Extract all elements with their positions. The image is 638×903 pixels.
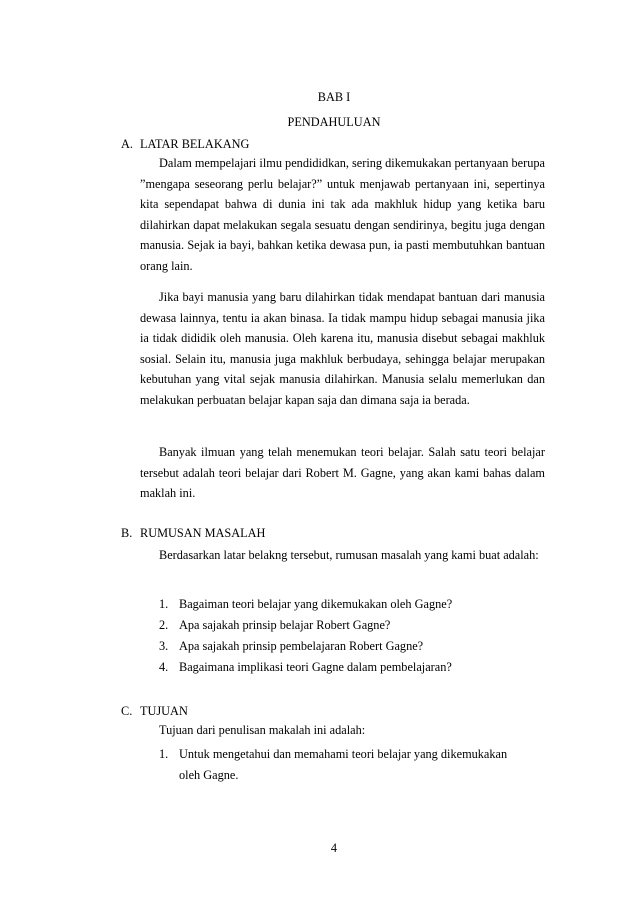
paragraph-text: Banyak ilmuan yang telah menemukan teori belajar. Salah satu teori belajar tersebut adalah teori belajar dari Robert M. Gagne, yang akan kami bahas dalam maklah ini. bbox=[140, 445, 545, 501]
section-letter: C. bbox=[121, 704, 133, 718]
list-item bbox=[159, 594, 549, 615]
list-item bbox=[159, 615, 549, 636]
list-item bbox=[159, 744, 549, 765]
chapter-title: PENDAHULUAN bbox=[287, 115, 381, 129]
list-text: Bagaiman teori belajar yang dikemukakan oleh Gagne? bbox=[179, 597, 453, 611]
chapter-label: BAB I bbox=[317, 90, 351, 104]
list-number: 4. bbox=[159, 660, 169, 674]
section-heading-tujuan bbox=[121, 704, 188, 719]
page-number: 4 bbox=[330, 841, 338, 855]
list-item-continuation: oleh Gagne. bbox=[179, 768, 239, 782]
section-letter: A. bbox=[121, 137, 133, 151]
section-title: TUJUAN bbox=[140, 704, 188, 718]
paragraph-latar-1 bbox=[140, 153, 545, 277]
section-heading-latar-belakang bbox=[121, 137, 249, 152]
paragraph-text: Jika bayi manusia yang baru dilahirkan tidak mendapat bantuan dari manusia dewasa lainnya, tentu ia akan binasa. Ia tidak mampu hidup sebagai manusia jika ia tidak dididik oleh manusia. Oleh karena itu, manusia disebut sebagai makhluk sosial. Selain itu, manusia juga makhluk berbudaya, sehingga belajar merupakan kebutuhan yang vital sejak manusia dilahirkan. Manusia selalu memerlukan dan melakukan perbuatan belajar kapan saja dan dimana saja ia berada. bbox=[140, 290, 545, 407]
list-number: 3. bbox=[159, 639, 169, 653]
list-text: Bagaimana implikasi teori Gagne dalam pembelajaran? bbox=[179, 660, 452, 674]
paragraph-rumusan-intro bbox=[140, 545, 545, 566]
list-item bbox=[159, 657, 549, 678]
paragraph-latar-3 bbox=[140, 442, 545, 504]
section-letter: B. bbox=[121, 526, 133, 540]
paragraph-tujuan-intro bbox=[140, 720, 545, 741]
section-title: LATAR BELAKANG bbox=[140, 137, 250, 151]
list-number: 2. bbox=[159, 618, 169, 632]
list-item bbox=[159, 636, 549, 657]
list-text: Untuk mengetahui dan memahami teori belajar yang dikemukakan bbox=[179, 747, 508, 761]
section-heading-rumusan-masalah bbox=[121, 526, 265, 541]
paragraph-text: Tujuan dari penulisan makalah ini adalah: bbox=[159, 723, 366, 737]
paragraph-text: Berdasarkan latar belakng tersebut, rumusan masalah yang kami buat adalah: bbox=[159, 548, 539, 562]
section-title: RUMUSAN MASALAH bbox=[140, 526, 266, 540]
paragraph-latar-2 bbox=[140, 287, 545, 411]
list-text: Apa sajakah prinsip belajar Robert Gagne? bbox=[179, 618, 391, 632]
paragraph-text: Dalam mempelajari ilmu pendididkan, sering dikemukakan pertanyaan berupa ”mengapa seseorang perlu belajar?” untuk menjawab pertanyaan ini, sepertinya kita sependapat bahwa di dunia ini tak ada makhluk hidup yang ketika baru dilahirkan dapat melakukan segala sesuatu dengan sendirinya, begitu juga dengan manusia. Sejak ia bayi, bahkan ketika dewasa pun, ia pasti membutuhkan bantuan orang lain. bbox=[140, 156, 545, 273]
list-number: 1. bbox=[159, 747, 169, 761]
list-text: Apa sajakah prinsip pembelajaran Robert Gagne? bbox=[179, 639, 424, 653]
list-number: 1. bbox=[159, 597, 169, 611]
